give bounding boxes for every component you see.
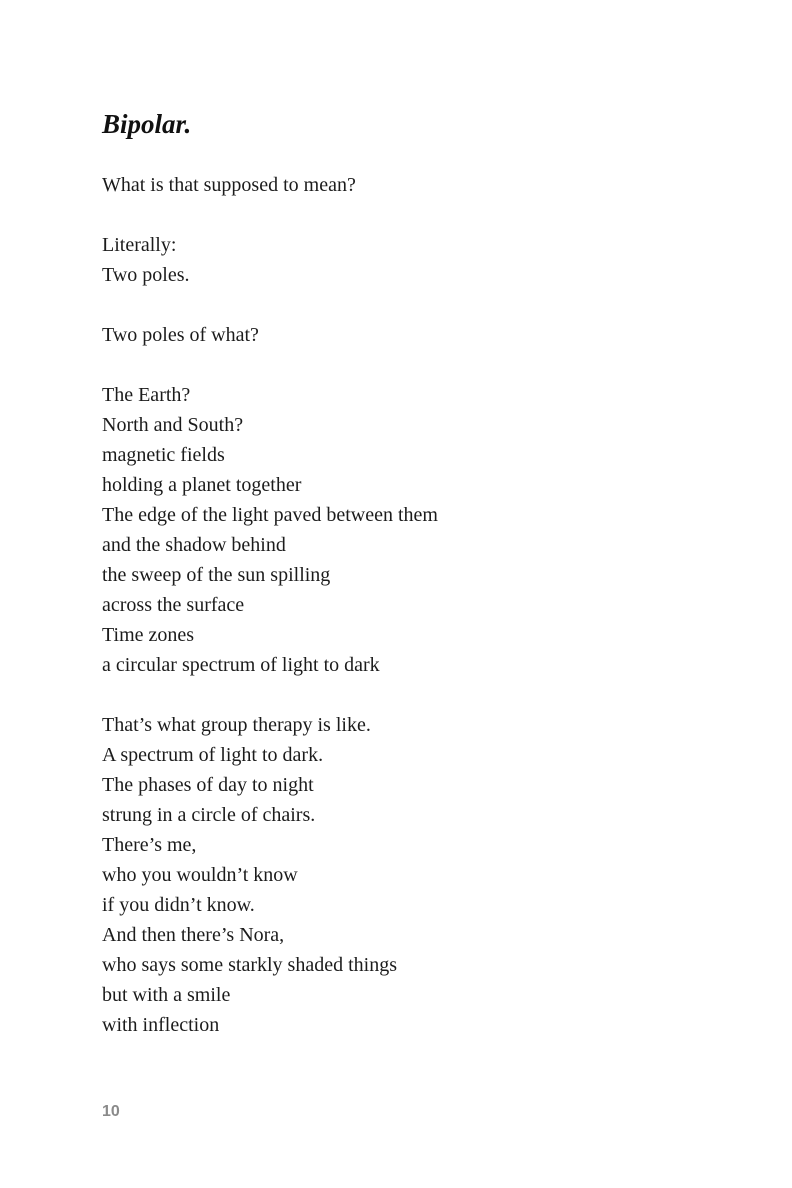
poem-line: the sweep of the sun spilling bbox=[102, 564, 331, 586]
poem-line: and the shadow behind bbox=[102, 534, 286, 556]
poem-line: Literally: bbox=[102, 234, 177, 256]
poem-line: a circular spectrum of light to dark bbox=[102, 654, 380, 676]
poem-line: The Earth? bbox=[102, 384, 191, 406]
poem-line: Two poles of what? bbox=[102, 324, 259, 346]
stanza-5 bbox=[102, 710, 722, 1040]
poem-line: What is that supposed to mean? bbox=[102, 174, 356, 196]
poem-body bbox=[102, 170, 722, 1070]
poem-line: across the surface bbox=[102, 594, 245, 616]
poem-title: Bipolar. bbox=[102, 109, 192, 139]
poem-line: strung in a circle of chairs. bbox=[102, 804, 316, 826]
poem-line: magnetic fields bbox=[102, 444, 225, 466]
stanza-1 bbox=[102, 170, 722, 200]
poem-line: but with a smile bbox=[102, 984, 231, 1006]
stanza-2 bbox=[102, 230, 722, 290]
poem-line: The phases of day to night bbox=[102, 774, 314, 796]
poem-line: The edge of the light paved between them bbox=[102, 504, 438, 526]
poem-line: with inflection bbox=[102, 1014, 220, 1036]
poem-line: There’s me, bbox=[102, 834, 197, 856]
stanza-4 bbox=[102, 380, 722, 680]
stanza-3 bbox=[102, 320, 722, 350]
poem-line: who you wouldn’t know bbox=[102, 864, 298, 886]
poem-line: A spectrum of light to dark. bbox=[102, 744, 324, 766]
poem-line: And then there’s Nora, bbox=[102, 924, 285, 946]
poem-line: if you didn’t know. bbox=[102, 894, 255, 916]
page-number: 10 bbox=[102, 1103, 120, 1120]
poem-line: who says some starkly shaded things bbox=[102, 954, 397, 976]
poem-line: holding a planet together bbox=[102, 474, 302, 496]
poem-line: That’s what group therapy is like. bbox=[102, 714, 371, 736]
poem-line: Time zones bbox=[102, 624, 195, 646]
poem-line: North and South? bbox=[102, 414, 244, 436]
poem-line: Two poles. bbox=[102, 264, 190, 286]
